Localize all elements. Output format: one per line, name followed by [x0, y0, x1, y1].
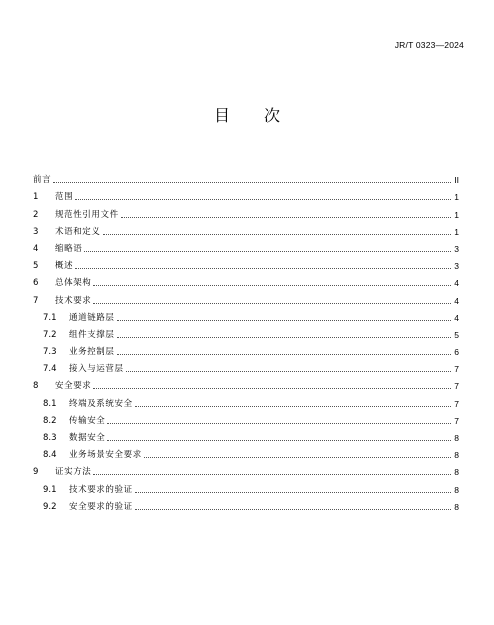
- dot-leader: [75, 268, 451, 269]
- toc-entry-label: 业务场景安全要求: [69, 450, 142, 461]
- toc-entry-number: 8.4: [43, 450, 57, 461]
- document-code: JR/T 0323—2024: [394, 40, 464, 50]
- toc-entry-page-number: 3: [454, 261, 459, 272]
- toc-entry-page-number: 6: [454, 347, 459, 358]
- toc-entry-page-number: 7: [454, 398, 459, 409]
- toc-entry[interactable]: [33, 460, 459, 477]
- toc-entry-number: 7.1: [43, 312, 57, 323]
- toc-entry[interactable]: [33, 168, 459, 185]
- dot-leader: [135, 492, 451, 493]
- toc-entry-page-number: 5: [454, 329, 459, 340]
- toc-entry-number: 7.3: [43, 347, 57, 358]
- toc-entry-page-number: 1: [454, 226, 459, 237]
- toc-entry-number: 9: [33, 467, 39, 478]
- toc-entry-label: 接入与运营层: [69, 364, 124, 375]
- toc-entry[interactable]: [33, 443, 459, 460]
- toc-entry[interactable]: [33, 220, 459, 237]
- toc-entry-label: 概述: [55, 261, 74, 272]
- dot-leader: [93, 303, 451, 304]
- toc-entry[interactable]: [33, 374, 459, 391]
- toc-entry-label: 通道链路层: [69, 312, 115, 323]
- toc-entry-number: 7.4: [43, 364, 57, 375]
- toc-entry-number: 6: [33, 278, 39, 289]
- toc-entry-page-number: 7: [454, 381, 459, 392]
- toc-entry-page-number: 1: [454, 209, 459, 220]
- toc-entry-number: 7.2: [43, 329, 57, 340]
- toc-entry-page-number: 8: [454, 450, 459, 461]
- toc-entry-number: 9.2: [43, 501, 57, 512]
- toc-entry-page-number: 1: [454, 192, 459, 203]
- dot-leader: [117, 354, 451, 355]
- toc-entry-number: 8.3: [43, 433, 57, 443]
- toc-entry-label: 总体架构: [55, 278, 92, 289]
- toc-entry-page-number: 8: [454, 484, 459, 495]
- toc-entry-number: 2: [33, 209, 39, 220]
- toc-entry-number: 3: [33, 226, 39, 237]
- toc-entry-label: 证实方法: [55, 467, 92, 478]
- toc-entry-label: 术语和定义: [55, 226, 101, 237]
- toc-entry-label: 终端及系统安全: [69, 398, 133, 409]
- toc-entry-label: 数据安全: [69, 433, 106, 443]
- toc-entry-page-number: 4: [454, 295, 459, 306]
- dot-leader: [93, 285, 451, 286]
- toc-entry[interactable]: [33, 340, 459, 357]
- toc-entry[interactable]: [33, 288, 459, 305]
- dot-leader: [121, 217, 451, 218]
- toc-entry[interactable]: [33, 426, 459, 443]
- dot-leader: [117, 320, 451, 321]
- toc-entry-label: 技术要求: [55, 295, 92, 306]
- toc-entry-number: 5: [33, 261, 39, 272]
- toc-entry[interactable]: [33, 495, 459, 512]
- dot-leader: [53, 182, 451, 183]
- dot-leader: [107, 440, 451, 441]
- toc-entry[interactable]: [33, 271, 459, 288]
- toc-entry-label: 传输安全: [69, 415, 106, 426]
- toc-entry-label: 规范性引用文件: [55, 209, 119, 220]
- toc-entry-label: 业务控制层: [69, 347, 115, 358]
- toc-entry-label: 技术要求的验证: [69, 484, 133, 495]
- toc-entry-page-number: 4: [454, 312, 459, 323]
- dot-leader: [135, 509, 451, 510]
- table-of-contents: [33, 168, 459, 512]
- toc-entry-page-number: 8: [454, 501, 459, 512]
- dot-leader: [107, 423, 451, 424]
- toc-entry-label: 安全要求的验证: [69, 501, 133, 512]
- toc-entry-number: 8: [33, 381, 39, 392]
- toc-entry-page-number: II: [454, 175, 459, 186]
- toc-entry[interactable]: [33, 254, 459, 271]
- toc-entry-page-number: 7: [454, 364, 459, 375]
- toc-entry-label: 前言: [33, 175, 52, 186]
- toc-entry[interactable]: [33, 306, 459, 323]
- page-title: 目次: [213, 106, 314, 125]
- toc-entry[interactable]: [33, 477, 459, 494]
- toc-entry-number: 4: [33, 243, 39, 254]
- toc-entry-page-number: 7: [454, 415, 459, 426]
- toc-entry[interactable]: [33, 409, 459, 426]
- toc-entry-label: 组件支撑层: [69, 329, 115, 340]
- dot-leader: [126, 371, 451, 372]
- dot-leader: [117, 337, 451, 338]
- toc-entry-page-number: 3: [454, 243, 459, 254]
- toc-entry-number: 8.1: [43, 398, 57, 409]
- dot-leader: [93, 388, 451, 389]
- toc-entry[interactable]: [33, 202, 459, 219]
- toc-entry-number: 8.2: [43, 415, 57, 426]
- toc-entry-number: 9.1: [43, 484, 57, 495]
- toc-entry-number: 1: [33, 192, 39, 203]
- toc-entry-label: 范围: [55, 192, 74, 203]
- toc-entry-label: 缩略语: [55, 243, 83, 254]
- toc-entry[interactable]: [33, 185, 459, 202]
- toc-entry[interactable]: [33, 237, 459, 254]
- dot-leader: [144, 457, 451, 458]
- dot-leader: [93, 474, 451, 475]
- toc-entry-number: 7: [33, 295, 39, 306]
- dot-leader: [135, 406, 451, 407]
- toc-entry[interactable]: [33, 357, 459, 374]
- toc-entry-page-number: 8: [454, 467, 459, 478]
- toc-entry[interactable]: [33, 391, 459, 408]
- toc-entry-page-number: 4: [454, 278, 459, 289]
- toc-entry-label: 安全要求: [55, 381, 92, 392]
- toc-entry[interactable]: [33, 323, 459, 340]
- dot-leader: [84, 251, 451, 252]
- dot-leader: [103, 234, 451, 235]
- dot-leader: [75, 199, 451, 200]
- toc-entry-page-number: 8: [454, 433, 459, 443]
